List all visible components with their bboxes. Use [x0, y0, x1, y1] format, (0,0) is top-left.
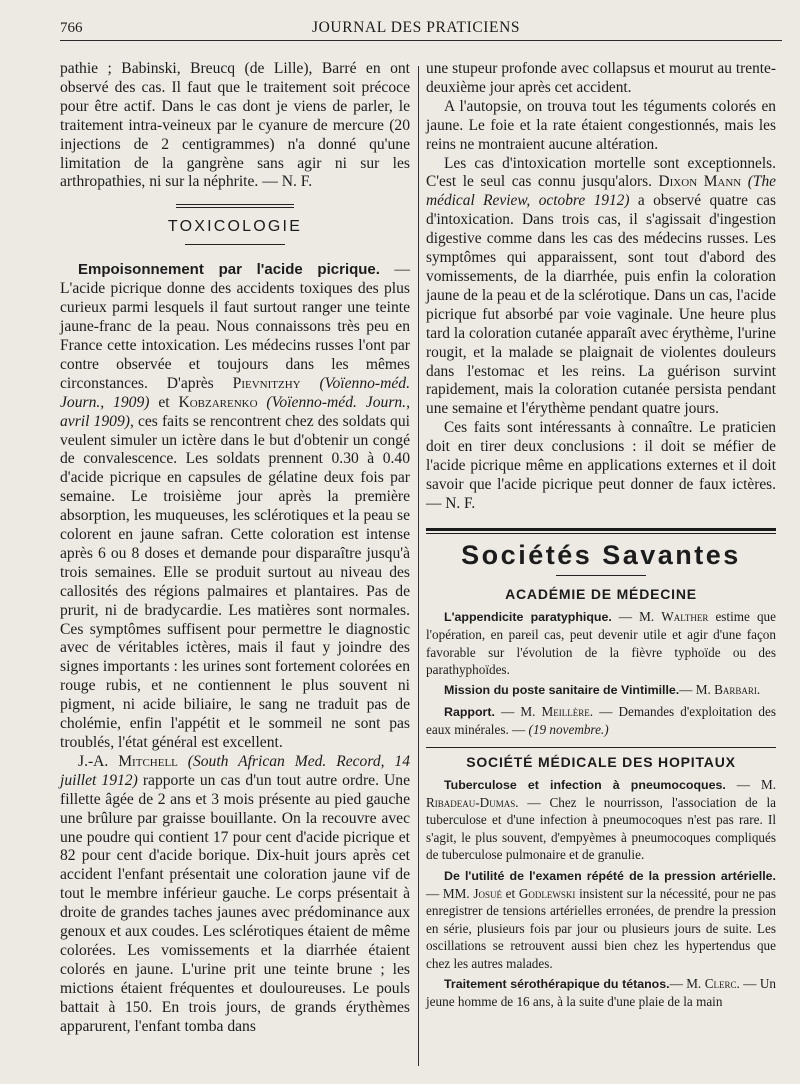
paragraph-intro: pathie ; Babinski, Breucq (de Lille), Barré en ont observé des cas. Il faut que le traitement soit précoce pour être actif. Dans le cas dont je viens de parler, le traitement intra-veineux par le cyanure de mercure (20 injections de 2 centigrammes) n'a donné qu'une limitation de la gangrène sans agir ni sur les arthropathies, ni sur la néphrite. — N. F.	[60, 60, 410, 191]
section-rule	[176, 204, 294, 208]
entry-heading: L'appendicite paratyphique.	[444, 609, 612, 624]
article-text: , ces faits se rencontrent chez des soldats qui veulent simuler un ictère dans le but d'obtenir un congé de convalescence. Les soldats prennent 0.30 à 0.40 d'acide picrique en capsules de gélatine deux fois par semaine. Le troisième jour après la première absorption, les muqueuses, les sclérotiques et la peau se colorent en jaune safran. Cette coloration est intense après 6 ou 8 doses et demande pour disparaître jusqu'à trois semaines. Elle se produit surtout au niveau des callosités des régions palmaires et plantaires. Pas de prurit, ni de bradycardie. Les matières sont normales. Ces symptômes suffisent pour permettre le diagnostic avec de véritables ictères, mais il faut y joindre des signes importants : les urines sont fortement colorées en rouge rubis, et ne contiennent le plus souvent ni pigment, ni acide biliaire, le sang ne traduit pas de cholémie, enfin l'appétit et le sommeil ne sont pas troublés, l'état général est excellent.	[60, 412, 410, 751]
citation: (Voïenno-méd. Journ., 1909)	[60, 374, 410, 411]
column-divider	[418, 66, 419, 1066]
society-rule	[426, 747, 776, 748]
entry-tuberculose	[426, 776, 776, 864]
entry-text: — Demandes d'exploitation des eaux minérales. —	[426, 703, 776, 738]
entry-text: et	[501, 886, 519, 902]
societes-rule	[426, 528, 776, 534]
right-column	[426, 60, 776, 1011]
article-heading: Empoisonnement par l'acide picrique.	[78, 261, 380, 279]
author-name: Godlewski	[518, 886, 576, 902]
left-column	[60, 60, 410, 1037]
citation: (The médical Review, octobre 1912)	[426, 173, 776, 210]
academy-entries	[426, 608, 776, 1011]
author-name: Josué	[473, 886, 502, 902]
entry-tetanos	[426, 975, 776, 1011]
societes-underline	[556, 575, 646, 576]
author-name: Walther	[661, 608, 709, 624]
entry-heading: Traitement sérothérapique du tétanos.	[444, 977, 670, 992]
author-name: Meillère.	[541, 703, 594, 719]
entry-text: — MM.	[426, 886, 474, 902]
entry-text: — M.	[679, 682, 715, 698]
author-name: J.-A. Mitchell	[78, 752, 178, 770]
article-text: a observé quatre cas d'intoxication. Dans trois cas, il s'agissait d'ingestion digestive comme dans les cas des médecins russes. Les symptômes qui apparaissent, sont tout d'abord des vomissements, de la diarrhée, puis enfin la coloration jaune de la peau et de la sclérotique. Dans un cas, l'acide picrique fut absorbé par voie vaginale. Une heure plus tard la coloration cutanée apparaît avec érythème, l'urine rougit, et la malade se plaignait de violentes douleurs dans l'estomac et les reins. La guérison survint rapidement, mais la coloration cutanée persista pendant une semaine et l'érythème pendant quatre jours.	[426, 192, 776, 418]
paragraph-dixon-mann	[426, 155, 776, 420]
academy-title: ACADÉMIE DE MÉDECINE	[505, 585, 697, 602]
journal-title: JOURNAL DES PRATICIENS	[312, 19, 521, 36]
running-head	[60, 16, 782, 41]
entry-text: — M.	[611, 608, 662, 624]
societes-savantes-title: Sociétés Savantes	[461, 539, 741, 570]
citation: (Voïenno-méd. Journ., avril 1909)	[60, 393, 410, 430]
section-title-toxicologie: TOXICOLOGIE	[167, 218, 303, 236]
society-title: SOCIÉTÉ MÉDICALE DES HOPITAUX	[466, 753, 736, 770]
entry-heading: De l'utilité de l'examen répété de la pression artérielle.	[444, 868, 776, 883]
page-number: 766	[60, 20, 83, 36]
author-name: Clerc.	[704, 976, 740, 992]
paragraph-conclusion: Ces faits sont intéressants à connaître. Le praticien doit en tirer deux conclusions : il doit se méfier de l'acide picrique même en applications externes et il doit savoir que l'acide picrique peut donner de faux ictères. — N. F.	[426, 419, 776, 512]
author-name: Barbari.	[714, 682, 761, 698]
author-name: Ribadeau-Dumas.	[426, 795, 519, 810]
paragraph-mitchell	[60, 753, 410, 1037]
article-picric-acid	[60, 261, 410, 753]
entry-text: — M.	[669, 976, 705, 992]
article-text: Les cas d'intoxication mortelle sont exceptionnels. C'est le seul cas connu jusqu'alors.	[426, 154, 776, 191]
article-text: — L'acide picrique donne des accidents toxiques des plus curieux parmi lesquels il faut surtout ranger une teinte jaune-franc de la peau. Nous connaissons très peu en France cette intoxication. Les médecins russes l'ont par contre observée et toujours dans les mêmes circonstances. D'après	[60, 261, 410, 392]
paragraph-autopsy: A l'autopsie, on trouva tout les téguments colorés en jaune. Le foie et la rate étaient congestionnés, mais les reins ne montraient aucune altération.	[426, 97, 776, 153]
entry-date: (19 novembre.)	[528, 722, 609, 738]
entry-heading: Rapport.	[444, 704, 495, 719]
entry-text: insistent sur la nécessité, pour ne pas enregistrer de tensions artérielles erronées, de prendre la pression en série, plusieurs fois par jour ou plusieurs jours de suite. Les oscillations se retrouvent aussi bien chez les hypertendus que chez les autres malades.	[426, 886, 776, 971]
entry-text: — M.	[494, 703, 542, 719]
article-text: et	[149, 393, 179, 411]
entry-heading: Mission du poste sanitaire de Vintimille.	[444, 683, 680, 698]
entry-pression	[426, 867, 776, 972]
section-rule-bottom	[185, 244, 285, 245]
entry-text: — Un jeune homme de 16 ans, à la suite d'une plaie de la main	[426, 976, 776, 1010]
entry-text: — Chez le nourrisson, l'association de la tuberculose et d'une infection à pneumocoques n'est pas rare. Il s'agit, le plus souvent, d'empyèmes à pneumocoques compliqués de tuberculose pulmonaire et de granulie.	[426, 795, 776, 863]
author-name: Kobzarenko	[178, 393, 258, 411]
entry-appendicite	[426, 608, 776, 679]
paragraph-continued: une stupeur profonde avec collapsus et mourut au trente-deuxième jour après cet accident.	[426, 60, 776, 96]
entry-vintimille	[426, 681, 776, 699]
author-name: Pievnitzhy	[232, 374, 301, 392]
article-text: rapporte un cas d'un tout autre ordre. Une fillette âgée de 2 ans et 3 mois présente au pied gauche une brûlure par graisse bouillante. On la recouvre avec une poudre qui contient 17 pour cent d'acide picrique et 82 pour cent d'acide borique. Dix-huit jours après cet accident l'enfant présentait une coloration jaune vif de tout le membre inférieur gauche. Le corps présentait à droite de grandes taches jaunes avec prédominance aux genoux et aux coudes. Les sclérotiques étaient de même colorées. Les vomissements et la diarrhée étaient colorés en jaune. L'urine prit une teinte brune ; les mictions étaient fréquentes et douloureuses. Le pouls battait à 150. En trois jours, de grands érythèmes apparurent, l'enfant tomba dans	[60, 771, 410, 1035]
entry-heading: Tuberculose et infection à pneumocoques.	[444, 777, 726, 792]
entry-text: estime que l'opération, en pareil cas, peut devenir utile et agir d'une façon favorable sur l'évolution de la fièvre typhoïde ou des parathyphoïdes.	[426, 608, 776, 677]
author-name: Dixon Mann	[658, 173, 742, 191]
citation: (South African Med. Record, 14 juillet 1912)	[60, 752, 411, 789]
entry-rapport	[426, 703, 776, 739]
entry-text: — M.	[725, 776, 776, 792]
